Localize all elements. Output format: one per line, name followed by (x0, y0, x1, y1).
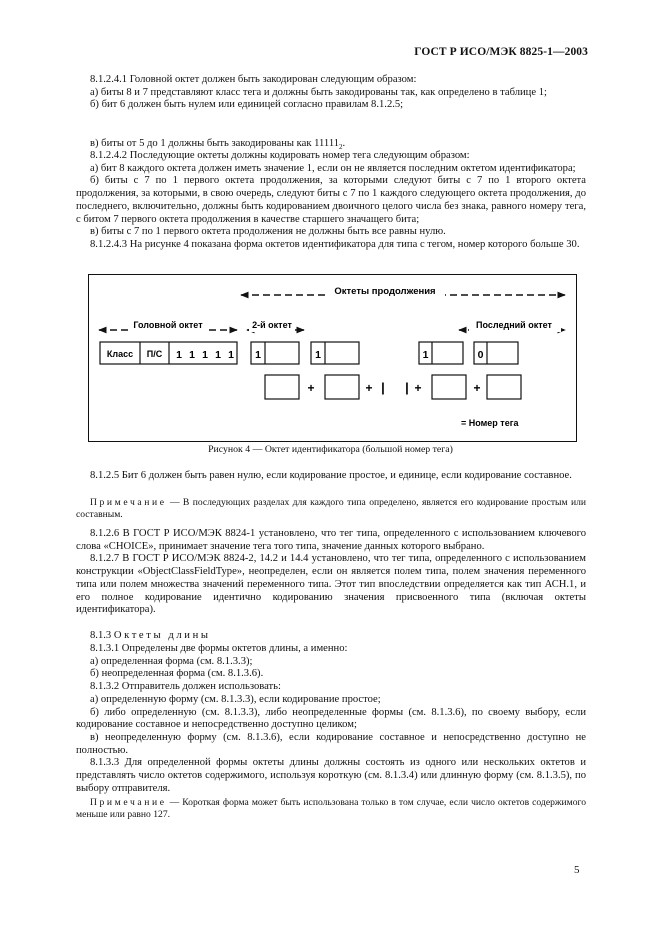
paragraph: б) биты с 7 по 1 первого октета продолжения, за которыми следуют биты с 7 по 1 второго октета продолжения, за которыми, в свою очередь, следуют биты с 7 по 1 каждого следующего октета продолжения, до последнего, включительно, должны быть кодированием двоичного целого числа без знака, равного номеру тега, с битом 7 первого октета продолжения в качестве старшего значащего бита; (76, 175, 586, 225)
paragraph: 8.1.2.4.3 На рисунке 4 показана форма октетов идентификатора для типа с тегом, номер которого больше 30. (90, 238, 580, 250)
note-2 (76, 797, 586, 820)
tag-number-label: = Номер тега (461, 418, 519, 428)
note-text: — В последующих разделах для каждого типа определено, является его кодирование простым или составным. (76, 497, 586, 520)
pc-label: П/С (146, 349, 163, 359)
plus-sign: + (365, 381, 373, 395)
tag-number-sum (265, 375, 521, 428)
tag-bit: 1 (202, 349, 208, 361)
continuation-label: Октеты продолжения (334, 286, 436, 297)
figure-caption: Рисунок 4 — Октет идентификатора (большой номер тега) (208, 444, 453, 455)
leading-octet (100, 342, 237, 364)
paragraph: а) определенную форму (см. 8.1.3.3), если кодирование простое; (90, 693, 381, 705)
paragraph: 8.1.2.5 Бит 6 должен быть равен нулю, если кодирование простое, и единице, если кодирование составное. (90, 470, 572, 481)
heading-title: Октеты длины (113, 630, 211, 641)
paragraph: в) неопределенную форму (см. 8.1.3.6), если кодирование составное и непосредственно доступно не полностью. (76, 731, 586, 756)
paragraph: б) неопределенная форма (см. 8.1.3.6). (90, 668, 264, 680)
page-header: ГОСТ Р ИСО/МЭК 8825-1—2003 (414, 46, 588, 58)
last-octet-label: Последний октет (476, 320, 552, 330)
paragraph: а) определенная форма (см. 8.1.3.3); (90, 655, 253, 667)
note-paragraph (76, 497, 586, 520)
class-label: Класс (106, 349, 134, 359)
text-block-bits (76, 74, 586, 153)
note-label: Примечание (90, 497, 167, 508)
note-1 (76, 497, 586, 520)
text-block-3 (76, 470, 586, 483)
note-label: Примечание (90, 797, 167, 808)
separator-bar: | (405, 380, 409, 395)
figure-diagram (89, 275, 576, 441)
second-octet-label: 2-й октет (252, 320, 292, 330)
text-block-5 (76, 643, 586, 795)
heading-number: 8.1.3 (90, 630, 112, 641)
paragraph: 8.1.2.7 В ГОСТ Р ИСО/МЭК 8824-2, 14.2 и 14.4 установлено, что тег типа, определенного с использованием конструкции «ObjectClassFieldType», неопределен, если он является полем типа, полем значения переменного типа или полем множества значений переменного типа. Этот тип впоследствии определяется как тип АСН.1, и его полное кодирование идентично кодированию значения присвоенного типа (включая октеты идентификатора). (76, 553, 586, 616)
leading-label: Головной октет (133, 320, 203, 330)
paragraph: а) бит 8 каждого октета должен иметь значение 1, если он не является последним октетом идентификатора; (90, 162, 576, 174)
tag-bit: 1 (215, 349, 221, 361)
heading-paragraph (76, 630, 586, 643)
paragraph: 8.1.2.4.1 Головной октет должен быть закодирован следующим образом: (90, 74, 417, 85)
paragraph: 8.1.3.2 Отправитель должен использовать: (90, 681, 281, 693)
plus-sign: + (414, 381, 422, 395)
first-bit: 1 (422, 349, 429, 361)
paragraph: а) биты 8 и 7 представляют класс тега и должны быть закодированы так, как определено в таблице 1; (90, 86, 547, 98)
text-block-4 (76, 528, 586, 617)
tag-bit: 1 (176, 349, 182, 361)
first-bit: 1 (255, 349, 261, 361)
paragraph: 8.1.2.4.2 Последующие октеты должны кодировать номер тега следующим образом: (90, 150, 470, 161)
continuation-octets (251, 342, 518, 364)
plus-sign: + (473, 381, 481, 395)
text-block-2 (76, 150, 586, 252)
paragraph: 8.1.3.3 Для определенной формы октеты длины должны состоять из одного или нескольких октетов и представлять число октетов содержимого, используя короткую (см. 8.1.3.4) или длинную форму (см. 8.1.3.5), по выбору отправителя. (76, 757, 586, 794)
tag-bit: 1 (228, 349, 234, 361)
tag-bit: 1 (189, 349, 195, 361)
note-paragraph (76, 797, 586, 820)
paragraph: 8.1.2.6 В ГОСТ Р ИСО/МЭК 8824-1 установлено, что тег типа, определенного с использованием ключевого слова «CHOICE», принимает значение тега того типа, значение данных которого выбрано. (76, 528, 586, 552)
plus-sign: + (307, 381, 315, 395)
paragraph: б) бит 6 должен быть нулем или единицей согласно правилам 8.1.2.5; (90, 99, 404, 111)
bits-suffix: . (342, 137, 346, 149)
section-heading-8-1-3 (76, 630, 586, 643)
bits-text: в) биты от 5 до 1 должны быть закодированы как 11111 (90, 137, 340, 149)
note-text: — Короткая форма может быть использована только в том случае, если число октетов содержимого меньше или равно 127. (76, 797, 586, 820)
paragraph: в) биты с 7 по 1 первого октета продолжения не должны быть все равны нулю. (90, 226, 446, 238)
separator-bar: | (381, 380, 385, 395)
base-subscript: 2 (339, 142, 343, 151)
first-bit: 0 (477, 349, 484, 361)
paragraph: 8.1.3.1 Определены две формы октетов длины, а именно: (90, 643, 348, 654)
page-number: 5 (574, 864, 580, 876)
first-bit: 1 (315, 349, 321, 361)
paragraph: б) либо определенную (см. 8.1.3.3), либо неопределенные формы (см. 8.1.3.6), по своему выбору, если кодирование составное и непосредственно доступно целиком; (76, 706, 586, 731)
figure-4 (88, 274, 577, 442)
